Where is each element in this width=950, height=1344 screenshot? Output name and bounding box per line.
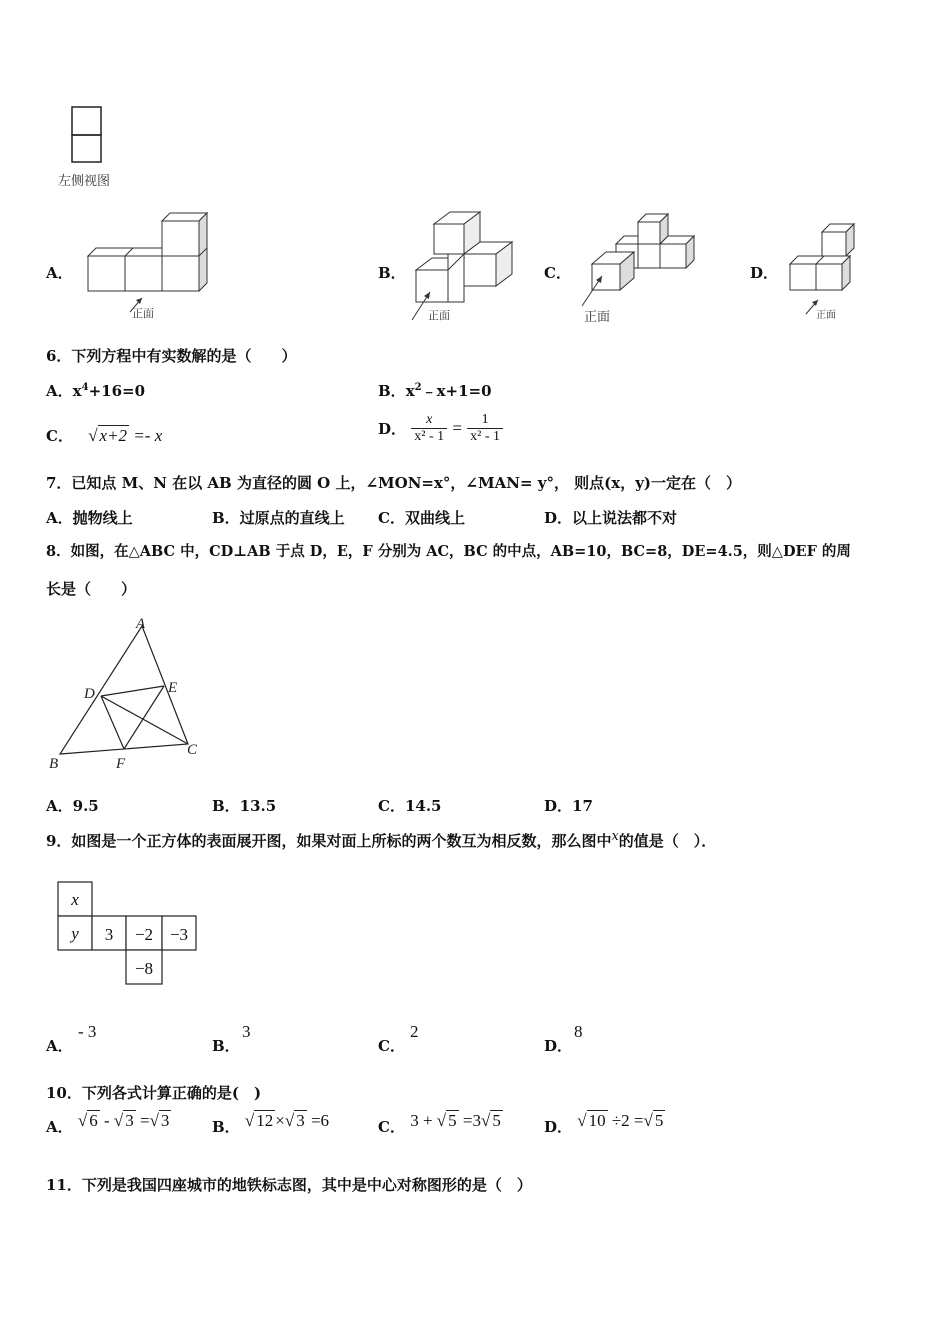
q9-d-letter: D． bbox=[544, 1037, 573, 1055]
q10-d-operator: ÷2 = bbox=[611, 1111, 644, 1130]
q9-stem bbox=[46, 829, 716, 851]
q5-option-c-letter[interactable]: C． bbox=[544, 264, 571, 282]
q6-option-d[interactable] bbox=[378, 412, 503, 445]
q9-option-a[interactable] bbox=[46, 1022, 186, 1058]
q10-c-radicand1: 5 bbox=[448, 1111, 457, 1130]
net-cell-x: x bbox=[71, 890, 79, 909]
q9-option-b[interactable] bbox=[212, 1022, 352, 1058]
q9-stem-after: 的值是（ ）． bbox=[618, 832, 717, 850]
label-c: C bbox=[187, 742, 198, 758]
q6-a-base: x bbox=[72, 382, 82, 400]
q6-a-letter: A． bbox=[46, 382, 73, 400]
q10-b-radicand1: 12 bbox=[256, 1111, 274, 1130]
front-label-b: 正面 bbox=[428, 309, 450, 322]
cube-stack-d bbox=[786, 220, 866, 320]
q6-d-num2: 1 bbox=[467, 412, 503, 429]
q9-stem-variable: x bbox=[611, 829, 619, 844]
q6-option-a[interactable] bbox=[46, 380, 145, 401]
q10-c-letter: C． bbox=[378, 1118, 405, 1136]
q10-option-c[interactable] bbox=[378, 1111, 503, 1137]
q9-option-c[interactable] bbox=[378, 1022, 518, 1058]
q8-triangle-figure bbox=[44, 614, 204, 774]
label-f: F bbox=[116, 756, 126, 772]
q6-d-fraction-right bbox=[467, 412, 503, 445]
net-cell-neg3: −3 bbox=[169, 925, 189, 944]
q5-option-b-figure bbox=[404, 208, 524, 324]
q6-d-den2: x² - 1 bbox=[470, 429, 501, 444]
q5-option-d-figure bbox=[786, 220, 866, 320]
q10-c-expression: 3 + √ 5 =3√ 5 bbox=[410, 1111, 501, 1130]
q10-b-operator: × bbox=[275, 1111, 285, 1130]
q6-option-b[interactable] bbox=[378, 380, 492, 401]
q6-d-den1: x² - 1 bbox=[414, 429, 445, 444]
q10-c-radicand2: 5 bbox=[492, 1111, 501, 1130]
q7-option-d[interactable]: D．以上说法都不对 bbox=[544, 509, 678, 527]
q10-a-equals: = bbox=[139, 1111, 150, 1130]
q6-d-num1: x bbox=[411, 412, 447, 429]
q8-stem-line2: 长是（ ） bbox=[46, 580, 137, 598]
q7-option-c[interactable]: C．双曲线上 bbox=[378, 509, 465, 527]
q6-c-rhs: =- x bbox=[133, 426, 163, 445]
q10-b-letter: B． bbox=[212, 1118, 240, 1136]
q5-option-a-figure bbox=[84, 210, 224, 322]
q5-option-b-letter[interactable]: B． bbox=[378, 264, 406, 282]
q10-d-radicand2: 5 bbox=[654, 1111, 664, 1130]
q8-option-c[interactable]: C．14.5 bbox=[378, 797, 442, 815]
q10-b-radicand2: 3 bbox=[296, 1111, 305, 1130]
q9-stem-before: 9．如图是一个正方体的表面展开图，如果对面上所标的两个数互为相反数，那么图中 bbox=[46, 832, 612, 850]
label-a: A bbox=[136, 616, 146, 632]
q10-b-result: =6 bbox=[310, 1111, 330, 1130]
q6-b-base: x bbox=[405, 382, 415, 400]
q5-side-view-figure bbox=[56, 104, 146, 194]
label-e: E bbox=[168, 680, 178, 696]
q10-a-operator: - bbox=[103, 1111, 110, 1130]
q6-a-exponent: 4 bbox=[81, 382, 89, 393]
q9-c-letter: C． bbox=[378, 1037, 405, 1055]
q10-a-letter: A． bbox=[46, 1118, 73, 1136]
q10-a-expression: √ 6 - √ 3 =√ 3 bbox=[77, 1111, 170, 1130]
q7-stem: 7．已知点 M、N 在以 AB 为直径的圆 O 上，∠MON=x°，∠MAN= y°， 则点(x，y)一定在（ ） bbox=[46, 474, 742, 492]
q10-a-radicand3: 3 bbox=[160, 1111, 170, 1130]
q9-cube-net bbox=[56, 880, 206, 990]
q6-b-rest: ﹣x+1=0 bbox=[421, 382, 492, 400]
front-label-d: 正面 bbox=[816, 310, 836, 321]
q10-option-d[interactable] bbox=[544, 1111, 665, 1137]
q8-option-b[interactable]: B．13.5 bbox=[212, 797, 277, 815]
q10-option-a[interactable] bbox=[46, 1111, 171, 1137]
q10-a-radicand2: 3 bbox=[125, 1111, 134, 1130]
q11-stem: 11．下列是我国四座城市的地铁标志图，其中是中心对称图形的是（ ） bbox=[46, 1176, 532, 1194]
q8-option-a[interactable]: A．9.5 bbox=[46, 797, 99, 815]
q6-c-radicand: x+2 bbox=[99, 426, 128, 445]
q10-option-b[interactable] bbox=[212, 1111, 330, 1137]
q6-c-expression: √ x+2 =- x bbox=[88, 426, 163, 445]
q7-option-a[interactable]: A．抛物线上 bbox=[46, 509, 133, 527]
q9-a-value: - 3 bbox=[78, 1022, 97, 1041]
q6-b-letter: B． bbox=[378, 382, 406, 400]
net-cell-neg2: −2 bbox=[134, 925, 154, 944]
cube-stack-b bbox=[404, 208, 524, 324]
q8-option-d[interactable]: D．17 bbox=[544, 797, 593, 815]
side-view-label: 左侧视图 bbox=[58, 174, 111, 189]
cube-stack-a bbox=[84, 210, 224, 322]
q5-option-a-letter[interactable]: A． bbox=[46, 264, 73, 282]
q6-d-letter: D． bbox=[378, 420, 407, 438]
cube-net-diagram bbox=[56, 880, 206, 990]
q10-d-expression: √ 10 ÷2 =√ 5 bbox=[577, 1111, 664, 1130]
net-cell-y: y bbox=[71, 924, 79, 943]
label-d: D bbox=[84, 686, 95, 702]
net-cell-3: 3 bbox=[104, 925, 114, 944]
q6-option-c[interactable] bbox=[46, 425, 162, 446]
q10-a-radicand1: 6 bbox=[89, 1111, 98, 1130]
q5-option-c-figure bbox=[572, 208, 712, 326]
q5-option-d-letter[interactable]: D． bbox=[750, 264, 779, 282]
q6-d-equals: = bbox=[452, 418, 462, 438]
q6-c-letter: C． bbox=[46, 427, 73, 445]
q10-stem: 10．下列各式计算正确的是( ) bbox=[46, 1084, 262, 1102]
q6-stem: 6．下列方程中有实数解的是（ ） bbox=[46, 347, 297, 365]
q10-b-expression: √ 12 ×√ 3 =6 bbox=[244, 1111, 330, 1130]
front-label-a: 正面 bbox=[132, 307, 154, 320]
q7-option-b[interactable]: B．过原点的直线上 bbox=[212, 509, 345, 527]
q9-option-d[interactable] bbox=[544, 1022, 684, 1058]
q8-stem-line1: 8．如图，在△ABC 中，CD⊥AB 于点 D，E，F 分别为 AC，BC 的中点，AB=10，BC=8，DE=4.5，则△DEF 的周 bbox=[46, 543, 851, 560]
q10-d-letter: D． bbox=[544, 1118, 573, 1136]
q6-b-exponent: 2 bbox=[414, 382, 422, 393]
q9-b-letter: B． bbox=[212, 1037, 240, 1055]
q6-a-rest: +16=0 bbox=[88, 382, 146, 400]
q9-b-value: 3 bbox=[242, 1022, 251, 1041]
q6-d-fraction-left bbox=[411, 412, 447, 445]
triangle-abc-diagram bbox=[44, 614, 204, 774]
q10-d-radicand1: 10 bbox=[588, 1111, 606, 1130]
q10-c-equals: =3 bbox=[462, 1111, 481, 1130]
q9-a-letter: A． bbox=[46, 1037, 73, 1055]
q10-c-prefix: 3 + bbox=[410, 1111, 433, 1130]
front-label-c: 正面 bbox=[584, 310, 611, 325]
q9-c-value: 2 bbox=[410, 1022, 419, 1041]
label-b: B bbox=[49, 756, 59, 772]
side-view-drawing bbox=[56, 104, 146, 164]
q9-d-value: 8 bbox=[574, 1022, 583, 1041]
net-cell-neg8: −8 bbox=[134, 959, 154, 978]
